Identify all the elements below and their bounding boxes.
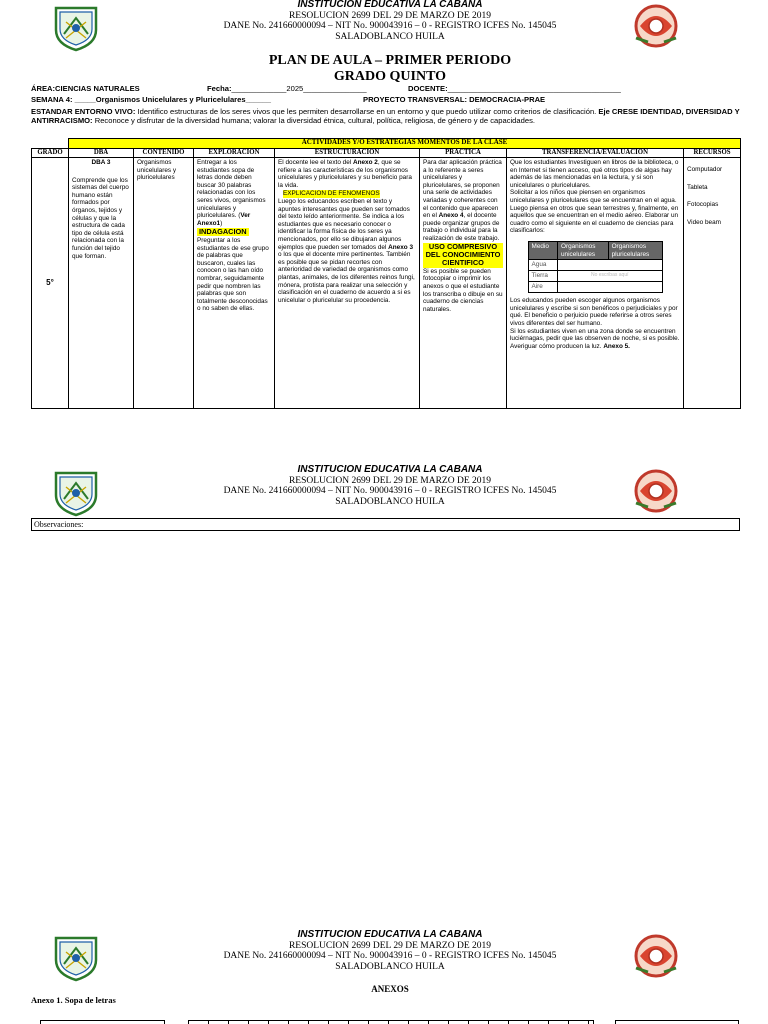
estructuracion-cell bbox=[275, 158, 420, 409]
estandar-block bbox=[31, 107, 743, 125]
resolution-line: RESOLUCION 2699 DEL 29 DE MARZO DE 2019 bbox=[288, 475, 492, 486]
dane-line: DANE No. 241660000094 – NIT No. 900043916 – 0 - REGISTRO ICFES No. 145045 bbox=[223, 951, 557, 961]
semana-label: SEMANA 4: bbox=[31, 95, 73, 104]
institution-name: INSTITUCION EDUCATIVA LA CABANA bbox=[297, 464, 483, 475]
municipal-crest-logo bbox=[630, 2, 682, 50]
proyecto-label: PROYECTO TRANSVERSAL: DEMOCRACIA-PRAE bbox=[363, 95, 546, 104]
explicacion-label: EXPLICACION DE FENOMENOS bbox=[283, 190, 380, 198]
mini-watermark: No escribas aquí bbox=[557, 271, 662, 282]
col-transferencia: TRANSFERENCIA/EVALUACION bbox=[507, 149, 684, 158]
dane-line: DANE No. 241660000094 – NIT No. 900043916 – 0 - REGISTRO ICFES No. 145045 bbox=[223, 21, 557, 31]
area-line bbox=[31, 84, 140, 93]
estr-text-2a: Luego los educandos escriben el texto y apuntes interesantes que pueden ser tomados del texto leído anteriormente. Se indica a los estudiantes que es necesario conocer o identificar la forma física de los seres ya mencionados, por ello se dibujaran algunos ejemplos que pueden ser tomados del bbox=[278, 197, 410, 251]
prac-text-2: Si es posible se pueden fotocopiar o imprimir los anexos o que el estudiante los transcriba o dibuje en su cuaderno de ciencias naturales. bbox=[423, 267, 503, 313]
recurso-item: Fotocopias bbox=[687, 201, 719, 209]
institution-name: INSTITUCION EDUCATIVA LA CABANA bbox=[297, 0, 483, 10]
mini-header: Medio bbox=[528, 241, 557, 259]
recursos-cell bbox=[684, 158, 741, 409]
recurso-item: Video beam bbox=[687, 218, 721, 226]
school-shield-logo bbox=[52, 934, 100, 986]
institution-name: INSTITUCION EDUCATIVA LA CABANA bbox=[297, 929, 483, 940]
dba-title: DBA 3 bbox=[91, 159, 111, 166]
activities-header: ACTIVIDADES Y/O ESTRATEGIAS MOMENTOS DE LA CLASE bbox=[69, 139, 741, 149]
exploracion-text-2: Preguntar a los estudiantes de ese grupo de palabras que buscaron, cuales las conocen o las han oído nombrar, seguidamente pedir que nombren las palabras que son totalmente desconocidas o no saben de ellas. bbox=[197, 236, 269, 313]
municipal-crest-logo bbox=[630, 467, 682, 515]
semana-value: _____Organismos Unicelulares y Pluricelulares______ bbox=[74, 95, 271, 104]
mini-header: Organismos pluricelulares bbox=[608, 241, 662, 259]
resolution-line: RESOLUCION 2699 DEL 29 DE MARZO DE 2019 bbox=[288, 940, 492, 951]
indagacion-label: INDAGACION bbox=[199, 227, 247, 237]
trans-text-1: Que los estudiantes Investiguen en libros de la biblioteca, o en Internet si tienen acceso, qué otros tipos de algas hay además de las mencionadas en la lectura, y si son unicelulares o pluricelulares. bbox=[510, 159, 679, 189]
semana-line bbox=[31, 95, 271, 104]
resolution-line: RESOLUCION 2699 DEL 29 DE MARZO DE 2019 bbox=[288, 10, 492, 21]
col-practica: PRACTICA bbox=[420, 149, 507, 158]
estr-anexo2: Anexo 2 bbox=[352, 159, 378, 166]
col-estructuracion: ESTRUCTURACION bbox=[275, 149, 420, 158]
mini-row-label: Tierra bbox=[528, 271, 557, 282]
prac-text-1b: , el docente puede organizar grupos de trabajo o individual para la realización de este trabajo. bbox=[423, 212, 500, 242]
col-exploracion: EXPLORACION bbox=[194, 149, 275, 158]
recurso-item: Computador bbox=[687, 166, 723, 173]
school-shield-logo bbox=[52, 4, 100, 56]
municipal-crest-logo bbox=[630, 932, 682, 980]
trans-text-2: Solicitar a los niños que piensen en organismos unicelulares y pluricelulares que se encuentran en el agua. Luego piensa en otros que sean terrestres y, finalmente, en aquellos que se encuentran en el medio aéreo. Elaborar un cuadro como el siguiente en el cuaderno de ciencias para clasificarlos: bbox=[510, 189, 679, 235]
school-shield-logo bbox=[52, 469, 100, 521]
table-row bbox=[32, 158, 741, 409]
area-label: ÁREA:CIENCIAS NATURALES bbox=[31, 84, 140, 93]
word-list-box bbox=[40, 1020, 165, 1024]
docente-label: DOCENTE: bbox=[408, 84, 448, 93]
docente-value: _________________________________________ bbox=[447, 84, 621, 93]
exploracion-close: ) bbox=[220, 219, 223, 227]
dba-text: Comprende que los sistemas del cuerpo humano están formados por órganos, tejidos y células y que la estructura de cada tipo de célula está relacionada con la función del tejido que forman. bbox=[72, 176, 129, 260]
trans-text-3: Los educandos pueden escoger algunos organismos unicelulares y escribe si son benéficos o perjudiciales y por qué. El beneficio o perjuicio puede referirse a otros seres vivos diferentes del ser humano. bbox=[510, 297, 678, 327]
page-subtitle: GRADO QUINTO bbox=[333, 69, 447, 84]
docente-line bbox=[408, 84, 621, 93]
col-grado: GRADO bbox=[32, 149, 69, 158]
word-search-grid bbox=[188, 1020, 594, 1024]
estandar-label: ESTANDAR ENTORNO VIVO: bbox=[31, 107, 136, 116]
recurso-item: Tableta bbox=[687, 183, 708, 191]
col-recursos: RECURSOS bbox=[684, 149, 741, 158]
practica-cell bbox=[420, 158, 507, 409]
contenido-cell: Organismos unicelulares y pluricelulares bbox=[134, 158, 194, 409]
word-list-box-right bbox=[615, 1020, 739, 1024]
anexos-title: ANEXOS bbox=[371, 984, 409, 994]
estr-text-1a: El docente lee el texto del bbox=[278, 159, 353, 166]
proyecto-line bbox=[363, 95, 545, 104]
city-line: SALADOBLANCO HUILA bbox=[335, 31, 445, 42]
mini-row-label: Aire bbox=[528, 282, 557, 293]
plan-table bbox=[31, 138, 741, 409]
transferencia-cell bbox=[507, 158, 684, 409]
estandar-text: Identifico estructuras de los seres vivos que les permiten desarrollarse en un entorno y que puedo utilizar como criterios de clasificación. bbox=[137, 107, 597, 116]
trans-text-4: Si los estudiantes viven en una zona donde se encuentren luciérnagas, pedir que las observen de noche, si es posible. Averiguar cómo producen la luz. bbox=[510, 327, 680, 350]
exploracion-cell bbox=[194, 158, 275, 409]
eje-text: Reconoce y disfrutar de la diversidad humana; valorar la diversidad étnica, cultural, política, religiosa, de género y de capacidades. bbox=[94, 116, 535, 125]
grado-cell: 5° bbox=[32, 158, 69, 409]
uso-comprensivo-label: USO COMPRESIVO DEL CONOCIMIENTO CIENTIFICO bbox=[423, 243, 503, 268]
page-title: PLAN DE AULA – PRIMER PERIODO bbox=[268, 53, 512, 68]
eje-label: Eje CRESE IDENTIDAD, DIVERSIDAD Y ANTIRRACISMO: bbox=[31, 107, 740, 125]
anexo1-text: . Sopa de letras bbox=[60, 995, 116, 1005]
col-dba: DBA bbox=[69, 149, 134, 158]
anexo1-label: Anexo 1 bbox=[31, 995, 61, 1005]
mini-header: Organismos unicelulares bbox=[557, 241, 608, 259]
observaciones-box: Observaciones: bbox=[31, 518, 740, 531]
col-contenido: CONTENIDO bbox=[134, 149, 194, 158]
exploracion-text: Entregar a los estudiantes sopa de letras donde deben buscar 30 palabras relacionadas con los seres vivos, organismos unicelulares y pluricelulares. ( bbox=[197, 159, 266, 220]
mini-row-label: Agua bbox=[528, 260, 557, 271]
anexo1-heading bbox=[31, 995, 116, 1005]
city-line: SALADOBLANCO HUILA bbox=[335, 961, 445, 972]
fecha-label: Fecha: bbox=[207, 84, 232, 93]
trans-anexo5: Anexo 5. bbox=[603, 342, 630, 350]
dba-cell bbox=[69, 158, 134, 409]
estr-text-1b: , que se refiere a las características de los organismos unicelulares y pluricelulares y su beneficio para la vida. bbox=[278, 159, 412, 189]
fecha-value: _____________2025_______________ bbox=[231, 84, 367, 93]
prac-anexo4: Anexo 4 bbox=[438, 212, 464, 220]
ver-anexo1: Ver Anexo1 bbox=[197, 212, 251, 227]
estr-text-2b: o los que el docente mire pertinentes. También es posible que se pidan recortes con anterioridad de variedad de organismos como plantas, animales, de los diferentes reinos fungi, mónera, protista para realizar una selección y clasificación en el cuaderno de acuerdo a si es unicelular o pluricelular su procedencia. bbox=[278, 251, 415, 304]
header-blank-cell bbox=[32, 139, 69, 149]
city-line: SALADOBLANCO HUILA bbox=[335, 496, 445, 507]
prac-text-1a: Para dar aplicación práctica a lo referente a seres unicelulares y pluricelulares, se proponen una serie de actividades variadas y coherentes con el contenido que aparecen en el bbox=[423, 159, 502, 220]
dane-line: DANE No. 241660000094 – NIT No. 900043916 – 0 - REGISTRO ICFES No. 145045 bbox=[223, 486, 557, 496]
classification-table bbox=[528, 241, 663, 293]
estr-anexo3: Anexo 3 bbox=[388, 243, 414, 251]
column-header-row bbox=[32, 149, 741, 158]
fecha-line bbox=[207, 84, 367, 93]
